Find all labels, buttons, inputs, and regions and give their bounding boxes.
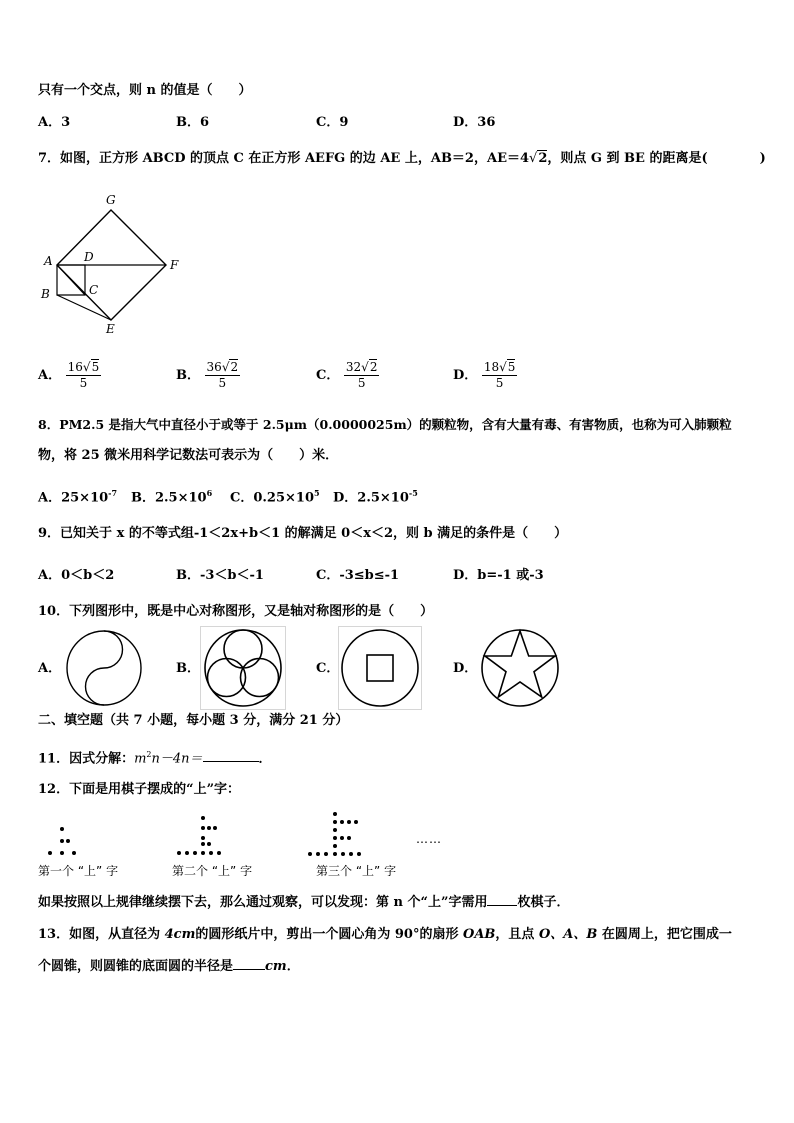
- q7-option-a-fraction: $\frac{16√5}{5}$: [67, 360, 100, 390]
- label-b: B: [41, 287, 50, 301]
- label-a: A: [44, 254, 53, 268]
- q10-option-b-label: B．: [176, 661, 200, 676]
- q7-option-d: [453, 360, 517, 391]
- q7-option-c-letter: C．: [316, 368, 340, 383]
- q7-option-c: [316, 360, 379, 391]
- q10-option-a-label: A．: [38, 661, 62, 676]
- q7-a-coef: 16: [67, 360, 83, 374]
- q7-option-d-fraction: $\frac{18√5}{5}$: [483, 360, 516, 390]
- q7-d-root: 5: [507, 360, 516, 374]
- q7-d-den: 5: [495, 376, 504, 390]
- q12-ellipsis: ……: [416, 832, 442, 846]
- shang-3: [308, 812, 361, 856]
- q11-suffix: ．: [258, 751, 272, 767]
- q12-stem: 12．下面是用棋子摆成的“上”字：: [38, 782, 241, 797]
- q8-option-a: [38, 484, 117, 507]
- q13-line1-pts: O、A、B: [538, 927, 598, 942]
- q10-stem: 10．下列图形中，既是中心对称图形，又是轴对称图形的是（ ）: [38, 604, 434, 619]
- q8-option-d: [333, 484, 418, 507]
- q7-c-root: 2: [369, 360, 378, 374]
- q7-d-coef: 18: [483, 360, 500, 374]
- q7-option-c-fraction: $\frac{32√2}{5}$: [345, 360, 378, 390]
- q7-b-root: 2: [230, 360, 239, 374]
- q12-follow-a: 如果按照以上规律继续摆下去，那么通过观察，可以发现：第 n 个“上”字需用: [38, 895, 488, 910]
- q13-line2-b: ．: [286, 959, 300, 974]
- q7-option-b-fraction: $\frac{36√2}{5}$: [206, 360, 239, 390]
- q10-option-d-label: D．: [453, 661, 478, 676]
- q13-line1-a: 13．如图，从直径为: [38, 927, 165, 942]
- label-f: F: [170, 258, 179, 272]
- q13-line2-a: 个圆锥，则圆锥的底面圆的半径是: [38, 959, 234, 974]
- q6-option-a: A．3: [38, 115, 71, 130]
- q11-prefix: 11．因式分解：: [38, 751, 135, 767]
- q7-option-b-letter: B．: [176, 368, 200, 383]
- q11-answer-blank[interactable]: [203, 761, 259, 762]
- q8-b-base: B．2.5×10: [131, 490, 207, 506]
- q12-caption-1: 第一个 “上” 字: [38, 864, 119, 878]
- segment-be: [57, 295, 111, 320]
- q13-line1-c: ，且点: [495, 927, 539, 942]
- q8-option-b: [131, 484, 212, 507]
- q7-option-a-letter: A．: [38, 368, 62, 383]
- q7-b-den: 5: [218, 376, 227, 390]
- star-in-circle-figure: [478, 626, 562, 710]
- segment-ac: [57, 265, 85, 295]
- shang-1: [48, 827, 76, 855]
- q12-answer-blank[interactable]: [487, 905, 517, 906]
- q6-stem-tail: 只有一个交点，则 n 的值是（ ）: [38, 83, 252, 98]
- q6-option-d: D．36: [453, 115, 496, 130]
- q7-option-d-letter: D．: [453, 368, 478, 383]
- q13-line2-unit: cm: [265, 959, 287, 974]
- q12-followup: [38, 894, 569, 912]
- q7-option-b: [176, 360, 240, 391]
- q13-line1: [38, 926, 732, 944]
- q7-c-coef: 32: [345, 360, 362, 374]
- three-circles-figure: [200, 626, 286, 710]
- q6-option-b: B．6: [176, 115, 210, 130]
- q7-stem-b: ，则点 G 到 BE 的距离是( ): [547, 151, 766, 166]
- q8-a-base: A．25×10: [38, 490, 109, 506]
- q11-expr-exp: 2: [146, 750, 152, 759]
- section2-title: 二、填空题（共 7 小题，每小题 3 分，满分 21 分）: [38, 713, 349, 728]
- q8-b-exp: 6: [206, 488, 213, 498]
- q11-expr-m: m: [134, 751, 147, 767]
- q7-stem: 7．如图，正方形 ABCD 的顶点 C 在正方形 AEFG 的边 AE 上，AB＝2，AE＝4√2，则点 G 到 BE 的距离是( ): [38, 151, 766, 166]
- q7-stem-sqrt: 2: [538, 151, 548, 166]
- coin-square-figure: [338, 626, 422, 710]
- q7-b-coef: 36: [206, 360, 222, 374]
- q13-line1-val: 4: [164, 927, 174, 942]
- q7-a-den: 5: [79, 376, 88, 390]
- q7-a-root: 5: [91, 360, 100, 374]
- q8-stem-line2: 物，将 25 微米用科学记数法可表示为（ ）米．: [38, 448, 339, 463]
- q13-line1-oab: OAB: [463, 927, 496, 942]
- q7-figure: [36, 190, 196, 340]
- label-g: G: [106, 193, 116, 207]
- shang-2: [177, 816, 221, 855]
- q8-d-base: D．2.5×10: [333, 490, 409, 506]
- q8-c-exp: 5: [314, 488, 320, 498]
- q13-answer-blank[interactable]: [233, 969, 265, 970]
- q9-stem: 9．已知关于 x 的不等式组-1＜2x+b＜1 的解满足 0＜x＜2，则 b 满足的条件是（ ）: [38, 526, 568, 541]
- q13-line1-b: 的圆形纸片中，剪出一个圆心角为 90°的扇形: [195, 927, 463, 942]
- yin-yang-figure: [64, 628, 144, 708]
- q8-c-base: C．0.25×10: [230, 490, 314, 506]
- q9-option-c: C．-3≤b≤-1: [316, 568, 400, 583]
- q9-option-a: A．0＜b＜2: [38, 568, 115, 583]
- q12-caption-2: 第二个 “上” 字: [172, 864, 253, 878]
- q13-line2: [38, 958, 300, 976]
- q13-line1-unit: cm: [173, 927, 196, 942]
- q7-stem-a: 7．如图，正方形 ABCD 的顶点 C 在正方形 AEFG 的边 AE 上，AB＝2，AE＝4: [38, 151, 530, 166]
- q7-c-den: 5: [357, 376, 366, 390]
- q6-option-c: C．9: [316, 115, 349, 130]
- label-d: D: [84, 250, 94, 264]
- q8-option-c: [230, 484, 320, 507]
- label-e: E: [106, 322, 115, 336]
- label-c: C: [89, 283, 99, 297]
- q9-option-b: B．-3＜b＜-1: [176, 568, 264, 583]
- q7-option-a: [38, 360, 101, 391]
- q12-caption-3: 第三个 “上” 字: [316, 864, 397, 878]
- q9-option-d: D．b=-1 或-3: [453, 568, 544, 583]
- q11-stem: [38, 746, 272, 768]
- q12-follow-b: 枚棋子．: [517, 895, 570, 910]
- q10-option-c-label: C．: [316, 661, 340, 676]
- q13-line1-d: 在圆周上，把它围成一: [597, 927, 732, 942]
- q8-stem-line1: 8．PM2.5 是指大气中直径小于或等于 2.5μm（0.0000025m）的颗粒物，含有大量有毒、有害物质，也称为可入肺颗粒: [38, 417, 732, 432]
- q8-d-exp: -5: [408, 488, 418, 498]
- q8-a-exp: -7: [108, 488, 118, 498]
- q11-expr-rest: n－4n＝: [151, 751, 203, 767]
